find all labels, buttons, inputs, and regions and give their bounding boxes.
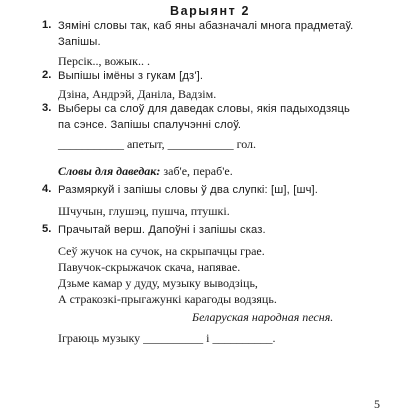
- poem-line: Дзьме камар у дуду, музыку выводзіць,: [58, 276, 258, 290]
- poem-attribution: Беларуская народная песня.: [192, 310, 334, 324]
- task-number: 1.: [42, 19, 52, 31]
- task-instruction: Выберы са слоў для даведак словы, якія падыходзяць: [58, 103, 351, 115]
- blank-fill-line: ___________ апетыт, ___________ гол.: [58, 137, 257, 151]
- task-answer-words: Персік.., вожык.. .: [58, 54, 150, 68]
- task-number: 4.: [42, 183, 52, 195]
- variant-title: Варыянт 2: [169, 4, 251, 18]
- task-number: 5.: [42, 223, 52, 235]
- task-instruction: Прачытай верш. Дапоўні і запішы сказ.: [58, 224, 266, 236]
- helper-words: [58, 163, 233, 179]
- fill-in-sentence: Іграюць музыку __________ і __________.: [58, 331, 276, 345]
- page-number: 5: [374, 397, 380, 411]
- poem-line: Павучок-скрыжачок скача, напявае.: [58, 260, 241, 274]
- task-number: 3.: [42, 102, 52, 114]
- task-number: 2.: [42, 69, 52, 81]
- task-instruction: па сэнсе. Запішы спалучэнні слоў.: [58, 119, 242, 131]
- helper-words-list: заб'е, пераб'е.: [160, 164, 233, 178]
- poem-line: А стракозкі-прыгажункі карагоды водзяць.: [58, 292, 277, 306]
- task-instruction: Размяркуй і запішы словы ў два слупкі: [ш], [шч].: [58, 184, 319, 196]
- helper-words-label: Словы для даведак:: [58, 164, 161, 178]
- task-answer-words: Дзіна, Андрэй, Даніла, Вадзім.: [58, 87, 217, 101]
- task-instruction: Зяміні словы так, каб яны абазначалі многа прадметаў.: [58, 20, 354, 32]
- task-answer-words: Шчучын, глушэц, пушча, птушкі.: [58, 204, 230, 218]
- task-instruction: Выпішы імёны з гукам [дз'].: [58, 70, 204, 82]
- poem-line: Сеў жучок на сучок, на скрыпачцы грае.: [58, 244, 265, 258]
- task-instruction: Запішы.: [58, 36, 101, 48]
